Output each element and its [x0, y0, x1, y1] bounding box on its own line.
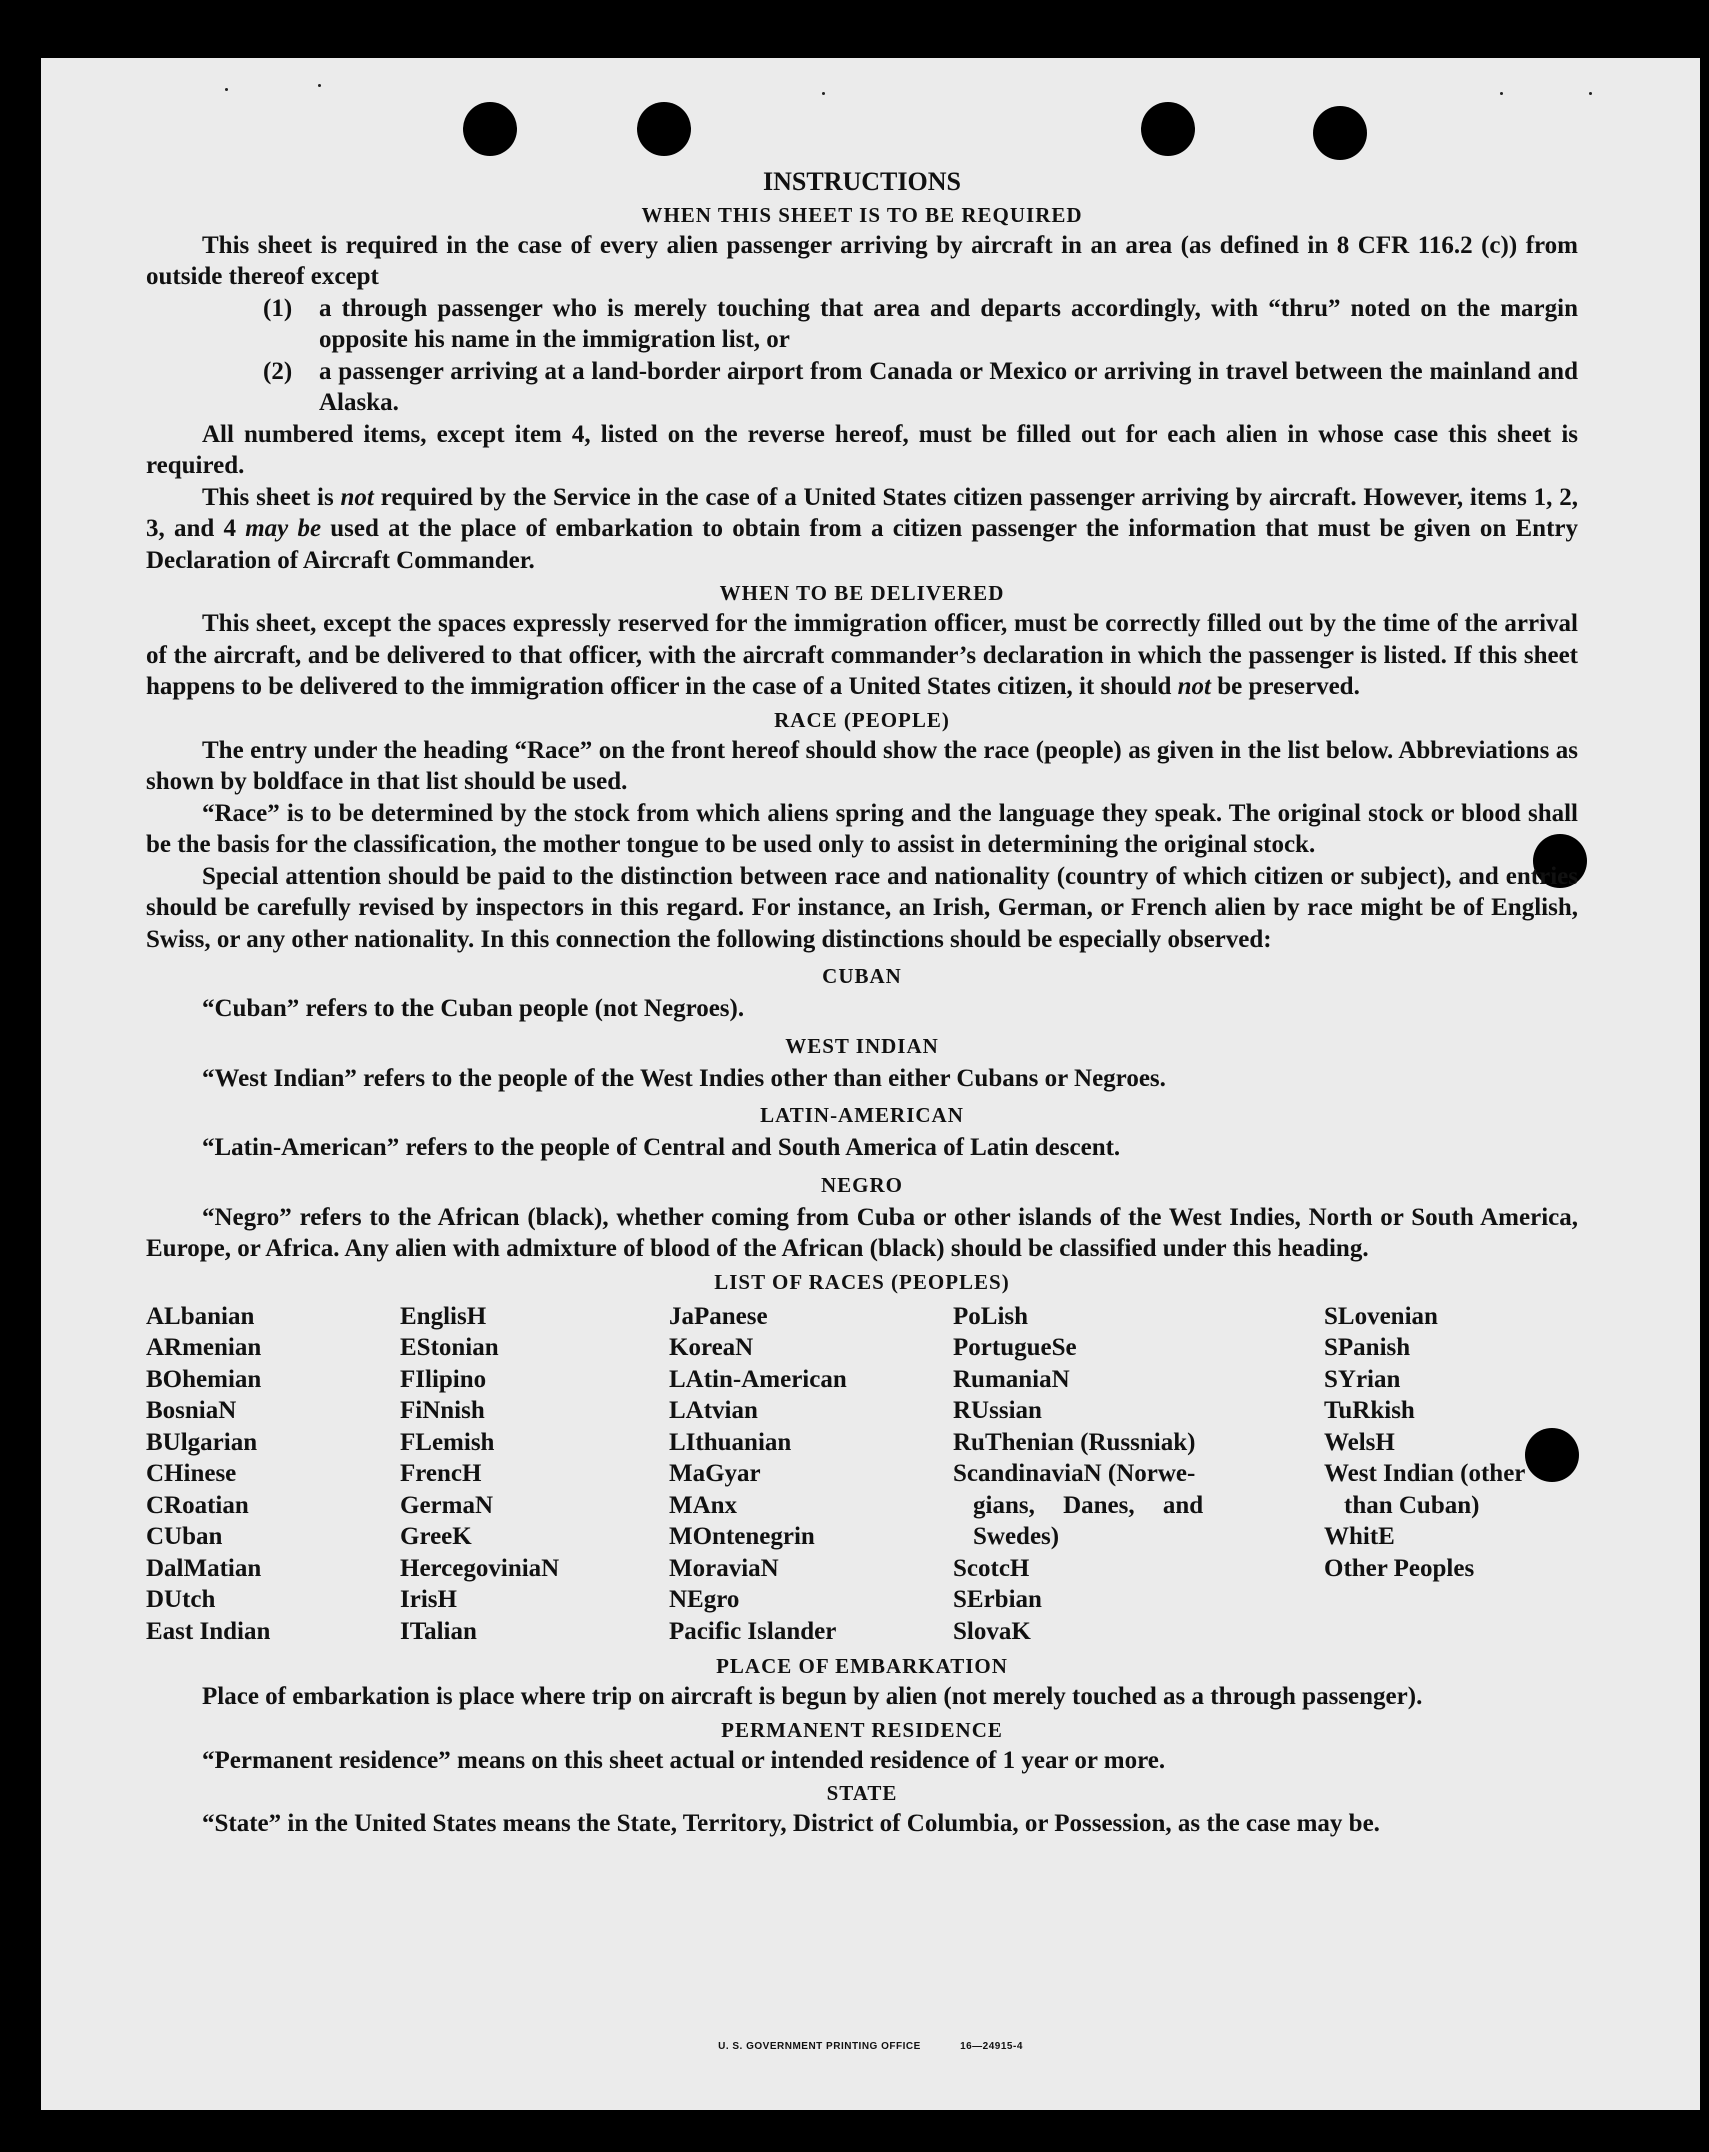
paragraph: Place of embarkation is place where trip on aircraft is begun by alien (not merely touched as a through passenger). — [202, 1683, 1423, 1710]
paragraph: Special attention should be paid to the distinction between race and nationality (country of which citizen or subject), and entries should be carefully revised by inspectors in this regard. For instance, an Irish, German, or French alien by race might be of English, Swiss, or any other nationality. In this connection the following distinctions should be especially observed: — [146, 862, 1578, 953]
paragraph: The entry under the heading “Race” on the front hereof should show the race (people) as given in the list below. Abbreviations as shown by boldface in that list should be used. — [146, 736, 1578, 795]
race-entry: West Indian (other — [1324, 1460, 1526, 1487]
race-entry: MOntenegrin — [669, 1523, 815, 1550]
race-entry: NEgro — [669, 1586, 740, 1613]
race-list — [146, 1301, 1578, 1648]
race-entry: LAtvian — [669, 1397, 758, 1424]
section-heading: LIST OF RACES (PEOPLES) — [714, 1269, 1010, 1294]
paragraph: “Latin-American” refers to the people of Central and South America of Latin descent. — [202, 1134, 1121, 1161]
race-entry: EnglisH — [400, 1302, 487, 1330]
race-entry: FIlipino — [400, 1365, 487, 1393]
race-entry: TuRkish — [1324, 1397, 1415, 1424]
race-entry: BosniaN — [146, 1397, 237, 1424]
section-heading: STATE — [826, 1781, 898, 1805]
item-text: a through passenger who is merely touching that area and departs accordingly, with “thru” noted on the margin opposite his name in the immigration list, or — [319, 294, 1578, 353]
race-entry: FiNnish — [400, 1397, 485, 1424]
race-entry: JaPanese — [669, 1302, 768, 1330]
list-item — [263, 293, 1578, 356]
race-entry: PoLish — [953, 1302, 1029, 1330]
section-heading: CUBAN — [822, 964, 902, 988]
race-entry: Swedes) — [973, 1523, 1060, 1550]
paragraph: “Race” is to be determined by the stock from which aliens spring and the language they speak. The original stock or blood shall be the basis for the classification, the mother tongue to be used only to assist in determining the original stock. — [146, 799, 1578, 858]
form-code: 16—24915-4 — [960, 2041, 1023, 2052]
paragraph: “Permanent residence” means on this sheet actual or intended residence of 1 year or more. — [202, 1746, 1166, 1774]
race-entry: ScandinaviaN (Norwe- — [953, 1460, 1196, 1487]
section-heading: RACE (PEOPLE) — [774, 707, 950, 732]
race-entry: PortugueSe — [953, 1334, 1077, 1361]
punch-hole — [463, 102, 517, 156]
printer-name: U. S. GOVERNMENT PRINTING OFFICE — [718, 2041, 921, 2052]
section-heading: PERMANENT RESIDENCE — [721, 1717, 1003, 1742]
race-entry: GreeK — [400, 1523, 472, 1550]
race-entry: DUtch — [146, 1586, 216, 1613]
race-entry: SLovenian — [1324, 1302, 1438, 1330]
race-entry: than Cuban) — [1344, 1491, 1480, 1519]
race-entry: HercegoviniaN — [400, 1554, 560, 1582]
instructions-text — [146, 166, 1578, 1840]
item-number: (2) — [263, 357, 293, 385]
section-heading: WHEN THIS SHEET IS TO BE REQUIRED — [641, 202, 1083, 227]
paragraph: “Negro” refers to the African (black), whether coming from Cuba or other islands of the West Indies, North or South America, Europe, or Africa. Any alien with admixture of blood of the African (black) should be classified under this heading. — [146, 1203, 1578, 1262]
race-column — [400, 1301, 669, 1648]
section-heading: WEST INDIAN — [785, 1033, 939, 1058]
item-number: (1) — [263, 294, 293, 322]
race-entry: Other Peoples — [1324, 1554, 1475, 1582]
race-entry: MoraviaN — [669, 1554, 779, 1582]
race-entry: ALbanian — [146, 1302, 255, 1330]
race-entry: SPanish — [1324, 1334, 1411, 1361]
paragraph: “Cuban” refers to the Cuban people (not Negroes). — [202, 995, 745, 1022]
printer-imprint — [41, 2041, 1700, 2052]
race-entry: FrencH — [400, 1460, 482, 1487]
race-column — [953, 1301, 1324, 1648]
page-title: INSTRUCTIONS — [763, 167, 961, 196]
paragraph: “State” in the United States means the State, Territory, District of Columbia, or Possession, as the case may be. — [202, 1810, 1380, 1837]
race-entry: KoreaN — [669, 1334, 754, 1361]
paragraph: This sheet is not required by the Service in the case of a United States citizen passenger arriving by aircraft. However, items 1, 2, 3, and 4 may be used at the place of embarkation to obtain from a citizen passenger the information that must be given on Entry Declaration of Aircraft Commander. — [146, 483, 1578, 574]
race-entry: DalMatian — [146, 1554, 262, 1582]
race-entry: Pacific Islander — [669, 1617, 837, 1645]
paragraph: All numbered items, except item 4, listed on the reverse hereof, must be filled out for each alien in whose case this sheet is required. — [146, 420, 1578, 479]
race-column — [146, 1301, 400, 1648]
race-column — [669, 1301, 953, 1648]
paragraph: This sheet is required in the case of every alien passenger arriving by aircraft in an area (as defined in 8 CFR 116.2 (c)) from outside thereof except — [146, 231, 1578, 290]
race-entry: IrisH — [400, 1586, 457, 1613]
race-entry: EStonian — [400, 1334, 499, 1361]
race-entry: ARmenian — [146, 1334, 262, 1361]
race-entry: MAnx — [669, 1491, 738, 1519]
race-entry: RUssian — [953, 1397, 1042, 1424]
race-column — [1324, 1301, 1578, 1648]
race-entry: MaGyar — [669, 1460, 761, 1487]
race-entry: gians, Danes, and — [973, 1491, 1204, 1519]
race-entry: East Indian — [146, 1617, 271, 1645]
race-entry: SlovaK — [953, 1617, 1031, 1645]
race-entry: RumaniaN — [953, 1365, 1070, 1393]
race-entry: SErbian — [953, 1586, 1042, 1613]
list-item — [263, 356, 1578, 419]
race-entry: SYrian — [1324, 1365, 1401, 1393]
race-entry: CHinese — [146, 1460, 237, 1487]
section-heading: PLACE OF EMBARKATION — [716, 1654, 1008, 1678]
race-entry: WhitE — [1324, 1523, 1395, 1550]
section-heading: NEGRO — [820, 1172, 903, 1197]
punch-hole — [1141, 102, 1195, 156]
race-entry: CUban — [146, 1523, 223, 1550]
race-entry: RuThenian (Russniak) — [953, 1428, 1196, 1456]
section-heading: LATIN-AMERICAN — [760, 1103, 964, 1127]
race-entry: GermaN — [400, 1491, 494, 1519]
race-entry: ScotcH — [953, 1554, 1030, 1582]
paragraph: “West Indian” refers to the people of the West Indies other than either Cubans or Negroes. — [202, 1064, 1166, 1092]
race-entry: WelsH — [1324, 1428, 1395, 1456]
section-heading: WHEN TO BE DELIVERED — [719, 581, 1005, 605]
document-page — [41, 58, 1700, 2110]
punch-hole — [1313, 106, 1367, 160]
paragraph: This sheet, except the spaces expressly reserved for the immigration officer, must be correctly filled out by the time of the arrival of the aircraft, and be delivered to that officer, with the aircraft commander’s declaration in which the passenger is listed. If this sheet happens to be delivered to the immigration officer in the case of a United States citizen, it should not be preserved. — [146, 610, 1578, 700]
item-text: a passenger arriving at a land-border airport from Canada or Mexico or arriving in travel between the mainland and Alaska. — [319, 357, 1578, 416]
race-entry: CRoatian — [146, 1491, 249, 1519]
race-entry: ITalian — [400, 1617, 477, 1645]
race-entry: LAtin-American — [669, 1365, 847, 1393]
race-entry: BUlgarian — [146, 1428, 258, 1456]
race-entry: BOhemian — [146, 1365, 262, 1393]
punch-hole — [637, 102, 691, 156]
race-entry: LIthuanian — [669, 1428, 792, 1456]
race-entry: FLemish — [400, 1428, 495, 1456]
